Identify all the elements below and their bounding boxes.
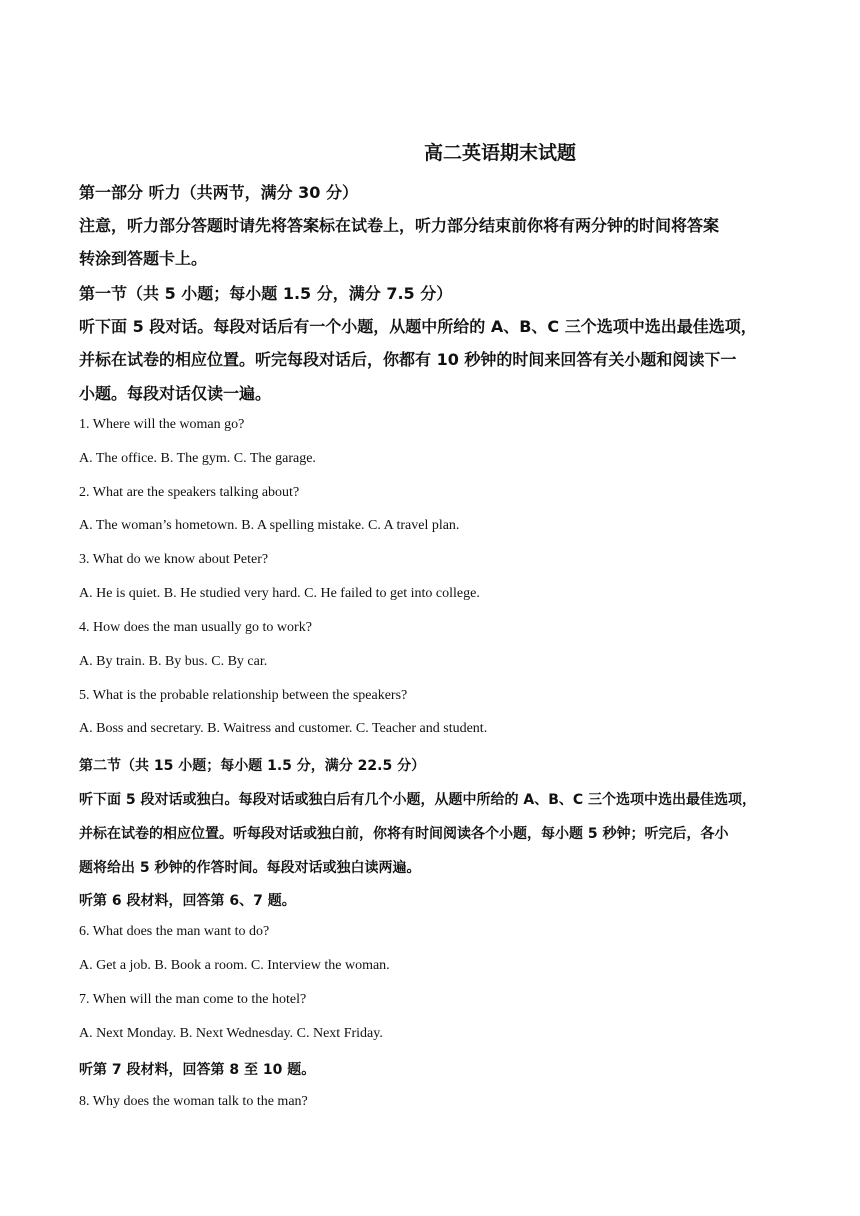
question-4-options: A. By train. B. By bus. C. By car. (79, 654, 268, 669)
section1-instr-line-2: 并标在试卷的相应位置。听完每段对话后，你都有 10 秒钟的时间来回答有关小题和阅读下一 (79, 350, 737, 369)
notice-line-1: 注意，听力部分答题时请先将答案标在试卷上，听力部分结束前你将有两分钟的时间将答案 (79, 216, 720, 235)
question-1: 1. Where will the woman go? (79, 417, 245, 432)
question-3: 3. What do we know about Peter? (79, 552, 269, 567)
section1-heading: 第一节（共 5 小题；每小题 1.5 分，满分 7.5 分） (79, 284, 453, 303)
section1-instr-line-3: 小题。每段对话仅读一遍。 (79, 384, 272, 403)
section1-instr-line-1: 听下面 5 段对话。每段对话后有一个小题，从题中所给的 A、B、C 三个选项中选出最佳选项， (79, 317, 757, 336)
section2-instr-line-2: 并标在试卷的相应位置。听每段对话或独白前，你将有时间阅读各个小题，每小题 5 秒钟；听完后，各小 (79, 826, 729, 842)
question-1-options: A. The office. B. The gym. C. The garage. (79, 451, 316, 466)
part1-heading: 第一部分 听力（共两节，满分 30 分） (79, 183, 358, 202)
question-2-options: A. The woman’s hometown. B. A spelling mistake. C. A travel plan. (79, 518, 460, 533)
notice-line-2: 转涂到答题卡上。 (79, 249, 208, 268)
question-2: 2. What are the speakers talking about? (79, 485, 300, 500)
question-7: 7. When will the man come to the hotel? (79, 992, 307, 1007)
question-3-options: A. He is quiet. B. He studied very hard. C. He failed to get into college. (79, 586, 480, 601)
question-8: 8. Why does the woman talk to the man? (79, 1094, 308, 1109)
question-5-options: A. Boss and secretary. B. Waitress and customer. C. Teacher and student. (79, 721, 488, 736)
section2-heading: 第二节（共 15 小题；每小题 1.5 分，满分 22.5 分） (79, 758, 426, 774)
section2-instr-line-1: 听下面 5 段对话或独白。每段对话或独白后有几个小题，从题中所给的 A、B、C 三个选项中选出最佳选项， (79, 792, 757, 808)
material-6-heading: 听第 6 段材料，回答第 6、7 题。 (79, 893, 296, 909)
page-title: 高二英语期末试题 (423, 142, 576, 164)
question-6: 6. What does the man want to do? (79, 924, 270, 939)
material-7-heading: 听第 7 段材料，回答第 8 至 10 题。 (79, 1062, 316, 1078)
question-5: 5. What is the probable relationship between the speakers? (79, 688, 408, 703)
question-6-options: A. Get a job. B. Book a room. C. Interview the woman. (79, 958, 390, 973)
section2-instr-line-3: 题将给出 5 秒钟的作答时间。每段对话或独白读两遍。 (79, 860, 421, 876)
question-4: 4. How does the man usually go to work? (79, 620, 312, 635)
question-7-options: A. Next Monday. B. Next Wednesday. C. Next Friday. (79, 1026, 383, 1041)
